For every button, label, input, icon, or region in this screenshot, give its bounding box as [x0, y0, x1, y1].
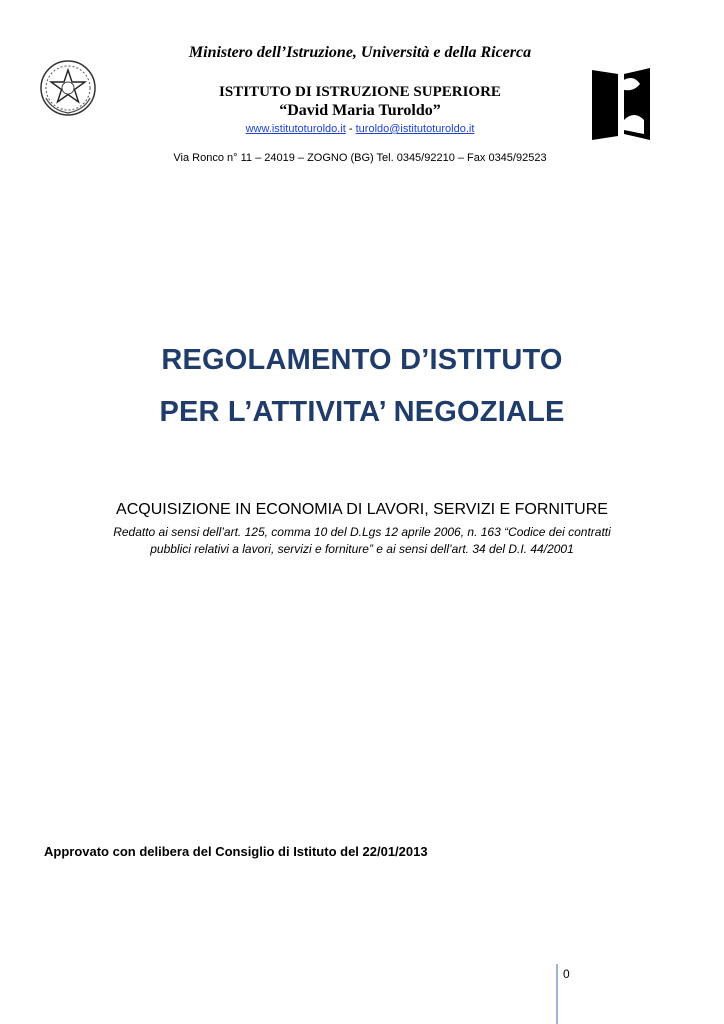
- italian-republic-emblem-icon: [38, 58, 98, 118]
- document-title-line2: PER L’ATTIVITA’ NEGOZIALE: [159, 396, 565, 428]
- contact-links: [120, 123, 600, 135]
- page-number: 0: [563, 967, 570, 981]
- approval-note: Approvato con delibera del Consiglio di Istituto del 22/01/2013: [44, 844, 428, 859]
- page-number-rule: [556, 964, 558, 1024]
- school-logo-icon: [588, 64, 654, 144]
- institute-subtitle: “David Maria Turoldo”: [279, 102, 441, 119]
- institute-address: Via Ronco n° 11 – 24019 – ZOGNO (BG) Tel. 0345/92210 – Fax 0345/92523: [173, 152, 547, 164]
- legal-reference-line2: pubblici relativi a lavori, servizi e forniture” e ai sensi dell’art. 34 del D.I. 44/2001: [150, 542, 574, 556]
- legal-reference: [80, 524, 644, 558]
- link-separator: -: [345, 123, 356, 135]
- ministry-name: Ministero dell’Istruzione, Università e della Ricerca: [188, 44, 532, 61]
- document-header: [0, 0, 724, 175]
- document-title-line1: REGOLAMENTO D’ISTITUTO: [161, 344, 563, 376]
- institute-name: ISTITUTO DI ISTRUZIONE SUPERIORE: [219, 84, 501, 100]
- document-subtitle: ACQUISIZIONE IN ECONOMIA DI LAVORI, SERVIZI E FORNITURE: [116, 501, 608, 518]
- website-link[interactable]: www.istitutoturoldo.it: [245, 123, 346, 135]
- email-link[interactable]: turoldo@istitutoturoldo.it: [355, 123, 475, 135]
- legal-reference-line1: Redatto ai sensi dell’art. 125, comma 10 del D.Lgs 12 aprile 2006, n. 163 “Codice dei contratti: [113, 525, 611, 539]
